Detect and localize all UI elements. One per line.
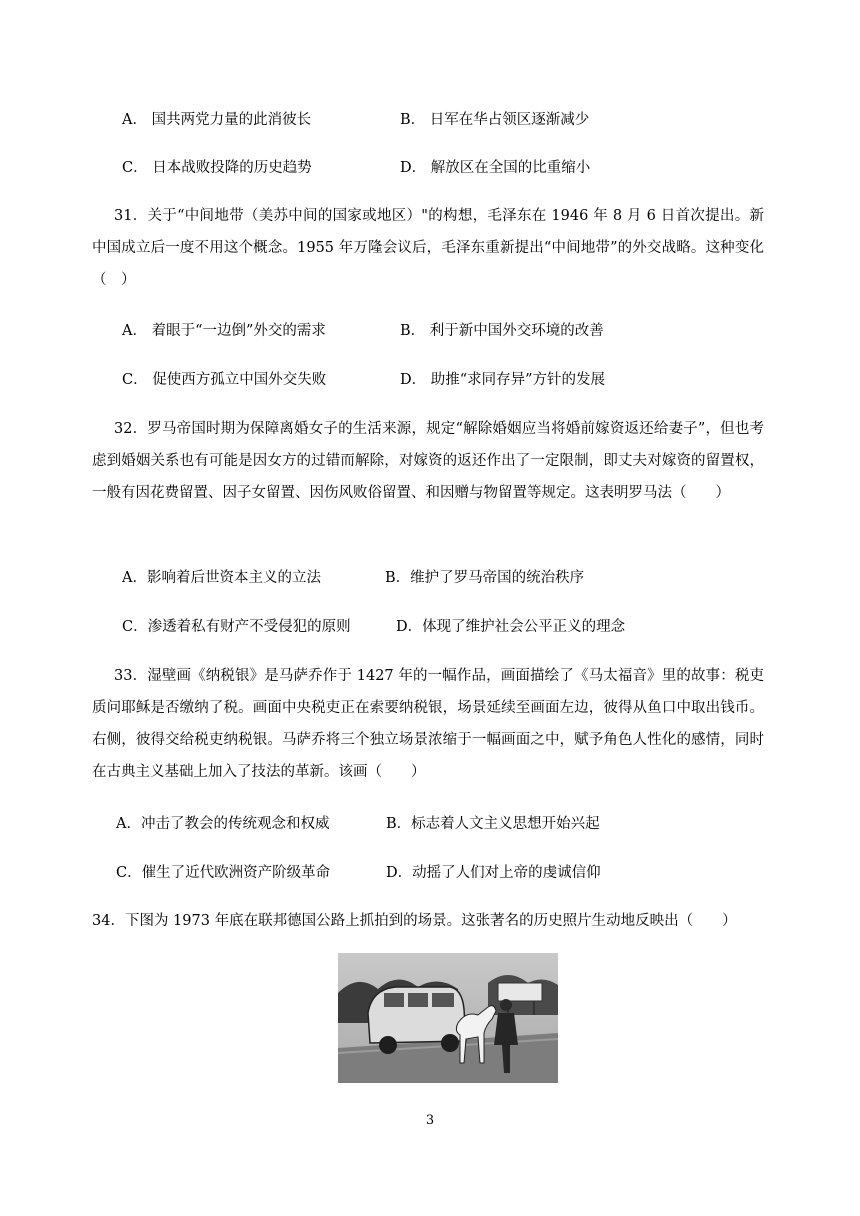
q33-option-a: A．冲击了教会的传统观念和权威 — [116, 816, 330, 832]
q33-stem: 33．湿壁画《纳税银》是马萨乔作于 1427 年的一幅作品，画面描绘了《马太福音》里的故事：税吏质问耶稣是否缴纳了税。画面中央税吏正在索要纳税银，场景延续至画面左边，彼得从鱼口中取出钱币。右侧，彼得交给税吏纳税银。马萨乔将三个独立场景浓缩于一幅画面之中，赋予角色人性化的感情，同时在古典主义基础上加入了技法的革新。该画（ ） — [92, 668, 764, 780]
historical-photo-image — [338, 953, 558, 1083]
q33-option-d: D．动摇了人们对上帝的虔诚信仰 — [386, 865, 601, 881]
q33-option-b: B．标志着人文主义思想开始兴起 — [386, 816, 600, 832]
q32-option-d: D．体现了维护社会公平正义的理念 — [396, 619, 626, 635]
page-number: 3 — [425, 1113, 435, 1128]
q31-option-d: D． 助推“求同存异”方针的发展 — [400, 372, 606, 388]
q30-option-c: C． 日本战败投降的历史趋势 — [122, 160, 312, 176]
q31-stem: 31．关于“中间地带（美苏中间的国家或地区）"的构想，毛泽东在 1946 年 8 月 6 日首次提出。新中国成立后一度不用这个概念。1955 年万隆会议后，毛泽东重新提出“中间地带”的外交战略。这种变化（ ） — [92, 208, 764, 288]
q33-option-c: C．催生了近代欧洲资产阶级革命 — [116, 865, 331, 881]
q31-option-c: C． 促使西方孤立中国外交失败 — [122, 372, 327, 388]
q32-option-a: A．影响着后世资本主义的立法 — [122, 570, 321, 586]
q30-option-a: A． 国共两党力量的此消彼长 — [122, 112, 312, 128]
q32-stem: 32．罗马帝国时期为保障离婚女子的生活来源，规定“解除婚姻应当将婚前嫁资返还给妻子”，但也考虑到婚姻关系也有可能是因女方的过错而解除，对嫁资的返还作出了一定限制，即丈夫对嫁资的留置权，一般有因花费留置、因子女留置、因伤风败俗留置、和因赠与物留置等规定。这表明罗马法（ ） — [92, 421, 764, 501]
q30-option-d: D． 解放区在全国的比重缩小 — [400, 160, 591, 176]
q31-option-a: A． 着眼于“一边倒”外交的需求 — [122, 323, 326, 339]
q34-stem: 34．下图为 1973 年底在联邦德国公路上抓拍到的场景。这张著名的历史照片生动地反映出（ ） — [92, 913, 737, 929]
q30-option-b: B． 日军在华占领区逐渐减少 — [400, 112, 590, 128]
q32-option-c: C．渗透着私有财产不受侵犯的原则 — [122, 619, 351, 635]
historical-photo — [338, 953, 558, 1083]
q32-option-b: B．维护了罗马帝国的统治秩序 — [385, 570, 585, 586]
q31-option-b: B． 利于新中国外交环境的改善 — [400, 323, 604, 339]
